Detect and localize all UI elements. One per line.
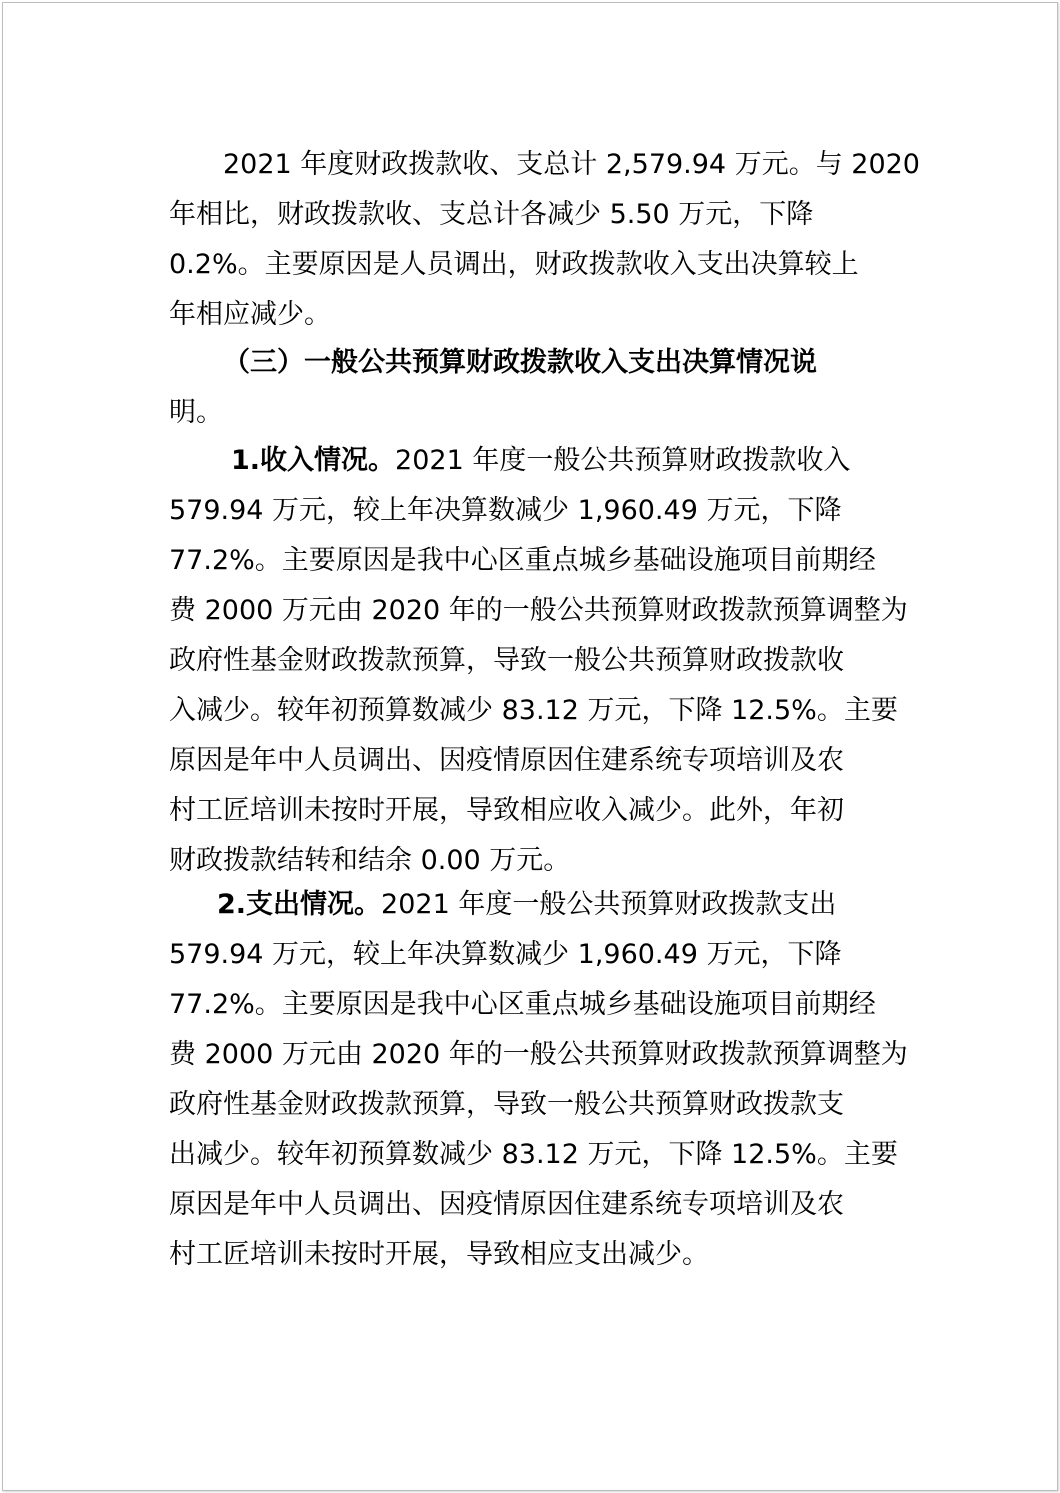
paragraph-line: 村工匠培训未按时开展，导致相应支出减少。 [169,1239,709,1270]
paragraph-line: 政府性基金财政拨款预算，导致一般公共预算财政拨款支 [169,1089,844,1120]
paragraph-line: 年相比，财政拨款收、支总计各减少 5.50 万元，下降 [169,199,814,230]
paragraph-line: 出减少。较年初预算数减少 83.12 万元，下降 12.5%。主要 [169,1139,898,1170]
income-text: 2021 年度一般公共预算财政拨款收入 [395,445,851,476]
paragraph-line: 村工匠培训未按时开展，导致相应收入减少。此外，年初 [169,795,844,826]
paragraph-line: 年相应减少。 [169,299,331,330]
income-title: 1.收入情况。 [231,445,396,476]
paragraph-line: 579.94 万元，较上年决算数减少 1,960.49 万元，下降 [169,939,842,970]
paragraph-line: 0.2%。主要原因是人员调出，财政拨款收入支出决算较上 [169,249,859,280]
paragraph-line: 579.94 万元，较上年决算数减少 1,960.49 万元，下降 [169,495,842,526]
section-heading: （三）一般公共预算财政拨款收入支出决算情况说 [223,347,817,378]
paragraph-line: 77.2%。主要原因是我中心区重点城乡基础设施项目前期经 [169,545,876,576]
paragraph-line [217,889,836,921]
paragraph-line: 入减少。较年初预算数减少 83.12 万元，下降 12.5%。主要 [169,695,898,726]
paragraph-line: 财政拨款结转和结余 0.00 万元。 [169,845,571,876]
expense-text: 2021 年度一般公共预算财政拨款支出 [381,889,837,920]
paragraph-line: 费 2000 万元由 2020 年的一般公共预算财政拨款预算调整为 [169,595,908,626]
paragraph-line: 原因是年中人员调出、因疫情原因住建系统专项培训及农 [169,745,844,776]
paragraph-line: 费 2000 万元由 2020 年的一般公共预算财政拨款预算调整为 [169,1039,908,1070]
paragraph-line: 2021 年度财政拨款收、支总计 2,579.94 万元。与 2020 [223,149,920,180]
expense-title: 2.支出情况。 [217,889,382,920]
paragraph-line: 政府性基金财政拨款预算，导致一般公共预算财政拨款收 [169,645,844,676]
paragraph-line: 原因是年中人员调出、因疫情原因住建系统专项培训及农 [169,1189,844,1220]
document-body [3,3,1057,1490]
paragraph-line: 77.2%。主要原因是我中心区重点城乡基础设施项目前期经 [169,989,876,1020]
document-page [2,2,1058,1491]
section-heading-cont: 明。 [169,397,223,428]
paragraph-line [231,445,850,477]
